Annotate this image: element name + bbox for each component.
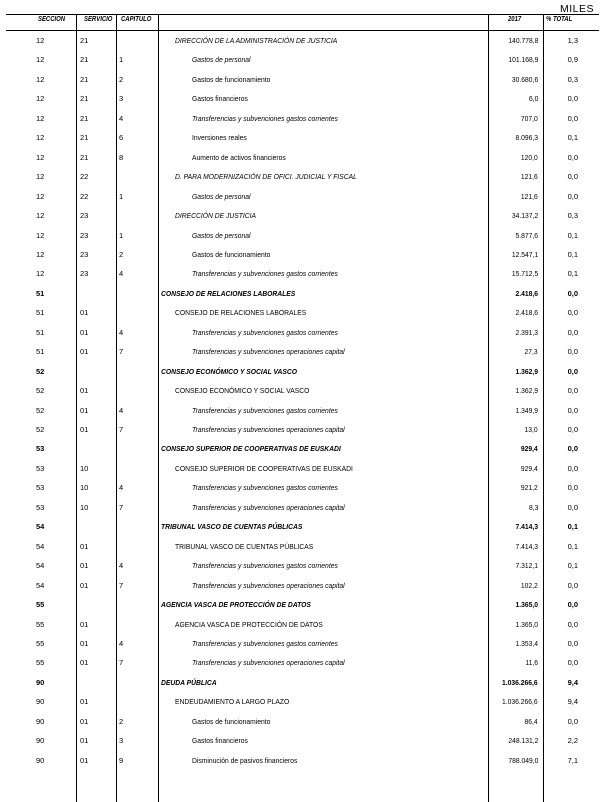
seccion-cell: 54: [36, 561, 45, 571]
table-row: [0, 596, 615, 616]
importe-cell: 30.680,6: [511, 74, 538, 84]
capitulo-cell: 4: [119, 113, 124, 123]
importe-cell: 921,2: [521, 483, 538, 493]
seccion-cell: 12: [36, 133, 45, 143]
servicio-cell: 01: [80, 347, 89, 357]
servicio-cell: 01: [80, 697, 89, 707]
capitulo-cell: 7: [119, 502, 124, 512]
capitulo-cell: 9: [119, 755, 124, 765]
pct-total-cell: 0,0: [567, 425, 578, 434]
seccion-cell: 51: [36, 327, 45, 337]
importe-cell: 1.349,9: [515, 405, 538, 415]
capitulo-cell: 4: [119, 327, 124, 337]
importe-cell: 929,4: [521, 463, 538, 473]
importe-cell: 1.362,9: [515, 386, 538, 396]
servicio-cell: 21: [80, 55, 89, 65]
seccion-cell: 12: [36, 94, 45, 104]
header-pct-total: % TOTAL: [546, 16, 573, 23]
pct-total-cell: 9,4: [567, 677, 578, 687]
servicio-cell: 01: [80, 561, 89, 571]
capitulo-cell: 7: [119, 425, 124, 434]
pct-total-cell: 0,3: [567, 211, 578, 221]
capitulo-cell: 7: [119, 658, 124, 668]
pct-total-cell: 7,1: [567, 755, 578, 765]
seccion-cell: 54: [36, 541, 45, 551]
seccion-cell: 12: [36, 269, 45, 279]
capitulo-cell: 8: [119, 152, 124, 162]
servicio-cell: 23: [80, 230, 89, 240]
pct-total-cell: 9,4: [567, 697, 578, 707]
importe-cell: 1.362,9: [515, 366, 538, 376]
descripcion-cell: ENDEUDAMIENTO A LARGO PLAZO: [175, 697, 290, 707]
importe-cell: 34.137,2: [511, 211, 538, 221]
importe-cell: 120,0: [521, 152, 538, 162]
importe-cell: 7.312,1: [515, 561, 538, 571]
servicio-cell: 21: [80, 113, 89, 123]
importe-cell: 11,6: [525, 658, 538, 668]
servicio-cell: 10: [80, 483, 89, 493]
seccion-cell: 53: [36, 502, 45, 512]
table-row: [0, 440, 615, 460]
descripcion-cell: CONSEJO ECONÓMICO Y SOCIAL VASCO: [161, 366, 298, 376]
seccion-cell: 52: [36, 366, 45, 376]
pct-total-cell: 1,3: [567, 36, 578, 45]
servicio-cell: 01: [80, 425, 89, 434]
seccion-cell: 12: [36, 249, 45, 259]
seccion-cell: 12: [36, 211, 45, 221]
seccion-cell: 51: [36, 288, 45, 298]
pct-total-cell: 0,0: [567, 288, 578, 298]
servicio-cell: 01: [80, 619, 89, 629]
pct-total-cell: 0,0: [567, 113, 578, 123]
servicio-cell: 23: [80, 269, 89, 279]
table-row: [0, 51, 615, 71]
seccion-cell: 54: [36, 522, 45, 532]
seccion-cell: 12: [36, 152, 45, 162]
seccion-cell: 90: [36, 755, 45, 765]
importe-cell: 6,0: [528, 94, 538, 104]
descripcion-cell: Transferencias y subvenciones operaciones capital: [192, 580, 345, 590]
capitulo-cell: 4: [119, 483, 124, 493]
table-row: [0, 265, 615, 285]
table-row: [0, 557, 615, 577]
pct-total-cell: 0,0: [567, 386, 578, 396]
capitulo-cell: 3: [119, 94, 124, 104]
table-row: [0, 752, 615, 772]
pct-total-cell: 0,0: [567, 308, 578, 318]
descripcion-cell: Gastos de funcionamiento: [192, 74, 271, 84]
header-servicio: SERVICIO: [84, 16, 113, 23]
seccion-cell: 53: [36, 463, 45, 473]
pct-total-cell: 0,0: [567, 444, 578, 454]
descripcion-cell: CONSEJO DE RELACIONES LABORALES: [161, 288, 296, 298]
servicio-cell: 23: [80, 249, 89, 259]
seccion-cell: 53: [36, 444, 45, 454]
servicio-cell: 01: [80, 638, 89, 648]
importe-cell: 13,0: [524, 425, 538, 434]
header-top-rule: [6, 14, 599, 15]
descripcion-cell: Transferencias y subvenciones gastos corrientes: [192, 483, 338, 493]
table-row: [0, 90, 615, 110]
pct-total-cell: 0,0: [567, 152, 578, 162]
table-row: [0, 129, 615, 149]
table-row: [0, 71, 615, 91]
servicio-cell: 21: [80, 94, 89, 104]
descripcion-cell: CONSEJO SUPERIOR DE COOPERATIVAS DE EUSKADI: [175, 463, 353, 473]
table-row: [0, 382, 615, 402]
servicio-cell: 10: [80, 502, 89, 512]
capitulo-cell: 2: [119, 74, 124, 84]
descripcion-cell: Transferencias y subvenciones operaciones capital: [192, 425, 345, 434]
descripcion-cell: AGENCIA VASCA DE PROTECCIÓN DE DATOS: [175, 619, 323, 629]
pct-total-cell: 0,0: [567, 405, 578, 415]
importe-cell: 7.414,3: [515, 522, 538, 532]
descripcion-cell: D. PARA MODERNIZACIÓN DE OFICI. JUDICIAL Y FISCAL: [175, 172, 357, 182]
seccion-cell: 51: [36, 347, 45, 357]
pct-total-cell: 0,0: [567, 327, 578, 337]
table-row: [0, 460, 615, 480]
table-row: [0, 635, 615, 655]
importe-cell: 121,6: [521, 191, 538, 201]
table-row: [0, 110, 615, 130]
servicio-cell: 21: [80, 152, 89, 162]
descripcion-cell: TRIBUNAL VASCO DE CUENTAS PÚBLICAS: [175, 541, 314, 551]
descripcion-cell: CONSEJO SUPERIOR DE COOPERATIVAS DE EUSKADI: [161, 444, 341, 454]
capitulo-cell: 3: [119, 736, 124, 746]
seccion-cell: 55: [36, 638, 45, 648]
descripcion-cell: DIRECCIÓN DE JUSTICIA: [175, 211, 257, 221]
seccion-cell: 90: [36, 736, 45, 746]
header-seccion: SECCION: [38, 16, 66, 23]
seccion-cell: 52: [36, 425, 45, 434]
table-row: [0, 479, 615, 499]
table-row: [0, 285, 615, 305]
pct-total-cell: 0,1: [567, 541, 578, 551]
table-row: [0, 304, 615, 324]
pct-total-cell: 0,0: [567, 94, 578, 104]
importe-cell: 707,0: [521, 113, 538, 123]
descripcion-cell: CONSEJO DE RELACIONES LABORALES: [175, 308, 307, 318]
table-row: [0, 518, 615, 538]
table-row: [0, 32, 615, 52]
importe-cell: 1.036.266,6: [502, 697, 538, 707]
capitulo-cell: 2: [119, 716, 124, 726]
importe-cell: 2.418,6: [515, 288, 538, 298]
descripcion-cell: Disminución de pasivos financieros: [192, 755, 298, 765]
table-row: [0, 402, 615, 422]
seccion-cell: 55: [36, 658, 45, 668]
servicio-cell: 01: [80, 405, 89, 415]
pct-total-cell: 0,0: [567, 172, 578, 182]
table-row: [0, 693, 615, 713]
descripcion-cell: Gastos financieros: [192, 736, 248, 746]
pct-total-cell: 0,0: [567, 366, 578, 376]
servicio-cell: 01: [80, 386, 89, 396]
pct-total-cell: 0,0: [567, 191, 578, 201]
pct-total-cell: 2,2: [567, 736, 578, 746]
descripcion-cell: AGENCIA VASCA DE PROTECCIÓN DE DATOS: [161, 600, 311, 610]
table-row: [0, 207, 615, 227]
pct-total-cell: 0,1: [567, 133, 578, 143]
capitulo-cell: 4: [119, 269, 124, 279]
table-row: [0, 227, 615, 247]
seccion-cell: 52: [36, 405, 45, 415]
table-row: [0, 421, 615, 441]
seccion-cell: 90: [36, 677, 45, 687]
table-row: [0, 732, 615, 752]
pct-total-cell: 0,1: [567, 249, 578, 259]
servicio-cell: 01: [80, 541, 89, 551]
descripcion-cell: DIRECCIÓN DE LA ADMINISTRACIÓN DE JUSTICIA: [175, 36, 338, 45]
seccion-cell: 90: [36, 716, 45, 726]
servicio-cell: 01: [80, 755, 89, 765]
pct-total-cell: 0,0: [567, 619, 578, 629]
seccion-cell: 12: [36, 74, 45, 84]
servicio-cell: 22: [80, 191, 89, 201]
importe-cell: 15.712,5: [511, 269, 538, 279]
seccion-cell: 12: [36, 55, 45, 65]
capitulo-cell: 6: [119, 133, 124, 143]
importe-cell: 7.414,3: [515, 541, 538, 551]
table-row: [0, 499, 615, 519]
servicio-cell: 22: [80, 172, 89, 182]
capitulo-cell: 1: [119, 230, 124, 240]
descripcion-cell: Gastos financieros: [192, 94, 248, 104]
table-row: [0, 363, 615, 383]
descripcion-cell: Gastos de personal: [192, 55, 251, 65]
descripcion-cell: Transferencias y subvenciones gastos corrientes: [192, 638, 338, 648]
pct-total-cell: 0,1: [567, 522, 578, 532]
descripcion-cell: Transferencias y subvenciones gastos corrientes: [192, 561, 338, 571]
servicio-cell: 23: [80, 211, 89, 221]
seccion-cell: 55: [36, 619, 45, 629]
importe-cell: 27,3: [524, 347, 538, 357]
servicio-cell: 01: [80, 736, 89, 746]
importe-cell: 248.131,2: [507, 736, 538, 746]
capitulo-cell: 4: [119, 561, 124, 571]
seccion-cell: 12: [36, 230, 45, 240]
pct-total-cell: 0,1: [567, 561, 578, 571]
servicio-cell: 01: [80, 308, 89, 318]
importe-cell: 788.049,0: [507, 755, 538, 765]
capitulo-cell: 1: [119, 191, 124, 201]
importe-cell: 8,3: [528, 502, 538, 512]
pct-total-cell: 0,0: [567, 347, 578, 357]
header-year: 2017: [508, 16, 522, 23]
importe-cell: 102,2: [521, 580, 538, 590]
table-row: [0, 713, 615, 733]
table-row: [0, 616, 615, 636]
pct-total-cell: 0,3: [567, 74, 578, 84]
importe-cell: 1.036.266,6: [502, 677, 538, 687]
table-row: [0, 654, 615, 674]
importe-cell: 2.391,3: [515, 327, 538, 337]
descripcion-cell: Aumento de activos financieros: [192, 152, 286, 162]
table-row: [0, 674, 615, 694]
importe-cell: 2.418,6: [515, 308, 538, 318]
descripcion-cell: Gastos de funcionamiento: [192, 716, 271, 726]
importe-cell: 929,4: [521, 444, 538, 454]
importe-cell: 140.778,8: [507, 36, 538, 45]
pct-total-cell: 0,9: [567, 55, 578, 65]
descripcion-cell: Transferencias y subvenciones gastos corrientes: [192, 327, 338, 337]
importe-cell: 1.353,4: [515, 638, 538, 648]
pct-total-cell: 0,0: [567, 716, 578, 726]
table-row: [0, 538, 615, 558]
seccion-cell: 12: [36, 191, 45, 201]
header-bottom-rule: [6, 30, 599, 31]
importe-cell: 1.365,0: [515, 619, 538, 629]
servicio-cell: 21: [80, 133, 89, 143]
pct-total-cell: 0,0: [567, 600, 578, 610]
seccion-cell: 51: [36, 308, 45, 318]
descripcion-cell: Inversiones reales: [192, 133, 247, 143]
capitulo-cell: 7: [119, 347, 124, 357]
importe-cell: 8.096,3: [515, 133, 538, 143]
servicio-cell: 01: [80, 716, 89, 726]
pct-total-cell: 0,0: [567, 463, 578, 473]
importe-cell: 12.547,1: [511, 249, 538, 259]
descripcion-cell: CONSEJO ECONÓMICO Y SOCIAL VASCO: [175, 386, 310, 396]
descripcion-cell: Transferencias y subvenciones operaciones capital: [192, 658, 345, 668]
table-row: [0, 149, 615, 169]
servicio-cell: 21: [80, 36, 89, 45]
descripcion-cell: TRIBUNAL VASCO DE CUENTAS PÚBLICAS: [161, 522, 303, 532]
capitulo-cell: 7: [119, 580, 124, 590]
pct-total-cell: 0,0: [567, 638, 578, 648]
pct-total-cell: 0,0: [567, 580, 578, 590]
servicio-cell: 01: [80, 580, 89, 590]
servicio-cell: 01: [80, 658, 89, 668]
descripcion-cell: Transferencias y subvenciones operaciones capital: [192, 347, 345, 357]
seccion-cell: 90: [36, 697, 45, 707]
importe-cell: 5.877,6: [515, 230, 538, 240]
seccion-cell: 53: [36, 483, 45, 493]
capitulo-cell: 2: [119, 249, 124, 259]
importe-cell: 101.168,9: [507, 55, 538, 65]
servicio-cell: 01: [80, 327, 89, 337]
capitulo-cell: 1: [119, 55, 124, 65]
descripcion-cell: Transferencias y subvenciones gastos corrientes: [192, 405, 338, 415]
descripcion-cell: Gastos de funcionamiento: [192, 249, 271, 259]
table-row: [0, 188, 615, 208]
seccion-cell: 52: [36, 386, 45, 396]
table-row: [0, 246, 615, 266]
seccion-cell: 55: [36, 600, 45, 610]
descripcion-cell: Gastos de personal: [192, 191, 251, 201]
table-row: [0, 577, 615, 597]
pct-total-cell: 0,0: [567, 483, 578, 493]
header-capitulo: CAPITULO: [121, 16, 152, 23]
importe-cell: 86,4: [524, 716, 538, 726]
capitulo-cell: 4: [119, 405, 124, 415]
pct-total-cell: 0,1: [567, 230, 578, 240]
pct-total-cell: 0,0: [567, 658, 578, 668]
table-row: [0, 324, 615, 344]
seccion-cell: 12: [36, 36, 45, 45]
descripcion-cell: DEUDA PÚBLICA: [161, 677, 217, 687]
descripcion-cell: Transferencias y subvenciones gastos corrientes: [192, 113, 338, 123]
importe-cell: 1.365,0: [515, 600, 538, 610]
seccion-cell: 54: [36, 580, 45, 590]
table-row: [0, 343, 615, 363]
pct-total-cell: 0,0: [567, 502, 578, 512]
servicio-cell: 10: [80, 463, 89, 473]
descripcion-cell: Transferencias y subvenciones operaciones capital: [192, 502, 345, 512]
table-row: [0, 168, 615, 188]
descripcion-cell: Gastos de personal: [192, 230, 251, 240]
capitulo-cell: 4: [119, 638, 124, 648]
unit-label: MILES: [559, 3, 594, 15]
descripcion-cell: Transferencias y subvenciones gastos corrientes: [192, 269, 338, 279]
importe-cell: 121,6: [521, 172, 538, 182]
pct-total-cell: 0,1: [567, 269, 578, 279]
seccion-cell: 12: [36, 172, 45, 182]
servicio-cell: 21: [80, 74, 89, 84]
seccion-cell: 12: [36, 113, 45, 123]
